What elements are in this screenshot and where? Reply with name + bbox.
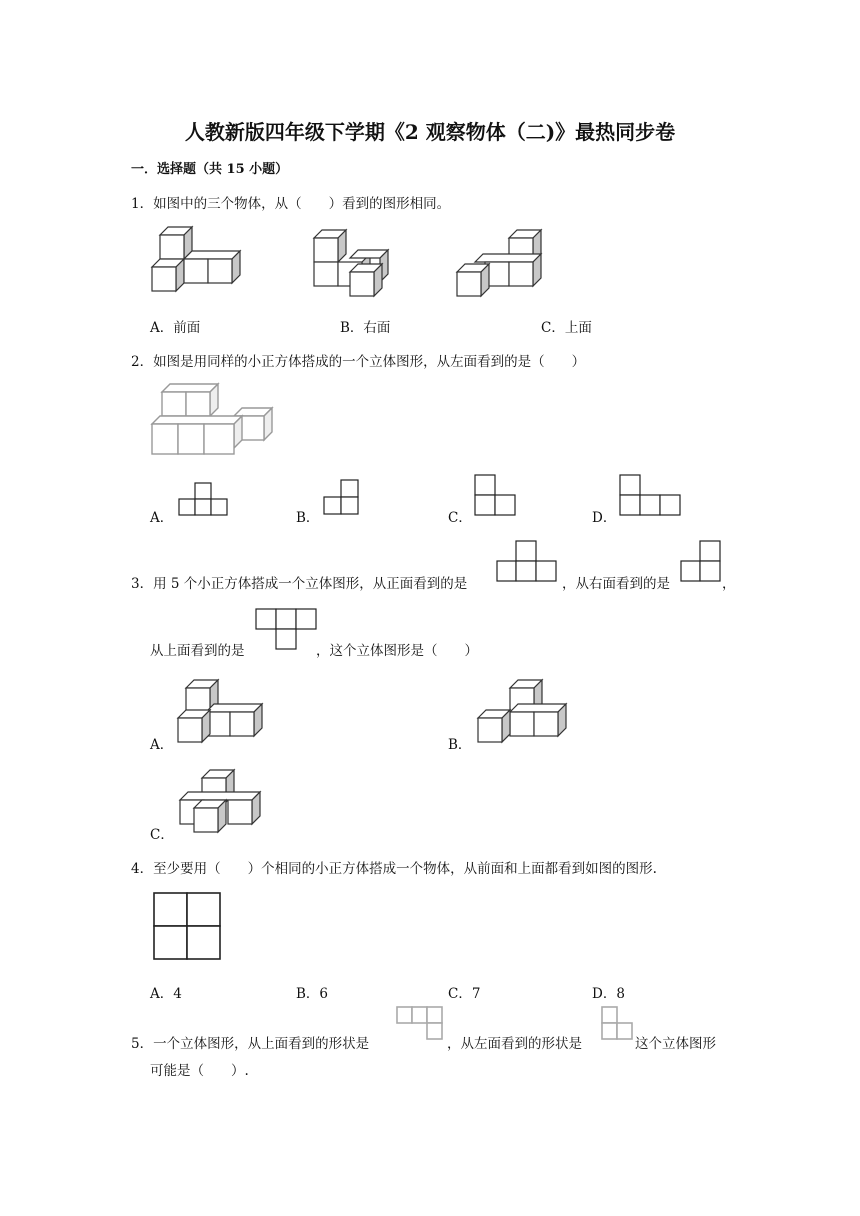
question-5-stem-part3: 这个立体图形 — [635, 1036, 716, 1052]
q3-option-b[interactable]: B． — [448, 737, 472, 753]
q4-figure — [153, 892, 223, 962]
section-heading: 一．选择题（共 15 小题） — [131, 162, 289, 177]
q1-figure-3 — [455, 228, 550, 298]
q3-top-view — [255, 608, 319, 652]
q3-option-c[interactable]: C． — [150, 827, 174, 843]
page-title: 人教新版四年级下学期《2 观察物体（二)》最热同步卷 — [184, 120, 676, 144]
q2-option-b[interactable]: B． — [296, 510, 320, 526]
question-5-stem-part2: ，从左面看到的形状是 — [447, 1036, 582, 1052]
q3-right-view — [680, 540, 724, 584]
q5-top-view — [396, 1006, 446, 1044]
q3-option-a-figure — [176, 678, 266, 744]
question-1-stem: 1．如图中的三个物体，从（ ）看到的图形相同。 — [131, 196, 451, 212]
question-5-stem-line2: 可能是（ ）. — [150, 1063, 249, 1079]
q2-option-d-figure — [619, 474, 684, 519]
q3-option-a[interactable]: A． — [150, 737, 174, 753]
question-2-stem: 2．如图是用同样的小正方体搭成的一个立体图形，从左面看到的是（ ） — [131, 354, 586, 370]
q2-option-d[interactable]: D． — [592, 510, 617, 526]
q4-option-d[interactable]: D．8 — [592, 986, 625, 1002]
q4-option-c[interactable]: C．7 — [448, 986, 481, 1002]
q2-option-a-figure — [178, 482, 230, 518]
q1-option-a[interactable]: A．前面 — [150, 320, 201, 336]
q5-left-view — [601, 1006, 637, 1044]
question-4-stem: 4．至少要用（ ）个相同的小正方体搭成一个物体，从前面和上面都看到如图的图形. — [131, 861, 657, 877]
q2-option-c-figure — [474, 474, 519, 519]
q2-figure — [150, 382, 275, 457]
q3-option-c-figure — [178, 768, 263, 834]
q1-option-c[interactable]: C．上面 — [541, 320, 592, 336]
q3-option-b-figure — [476, 678, 571, 744]
q4-option-a[interactable]: A．4 — [150, 986, 182, 1002]
question-3-stem-line2b: ，这个立体图形是（ ） — [316, 643, 478, 659]
question-3-stem-part2: ，从右面看到的是 — [562, 576, 670, 592]
q2-option-c[interactable]: C． — [448, 510, 472, 526]
question-3-stem-part1: 3．用 5 个小正方体搭成一个立体图形，从正面看到的是 — [131, 576, 468, 592]
q3-front-view — [496, 540, 560, 584]
q2-option-a[interactable]: A． — [150, 510, 174, 526]
q1-option-b[interactable]: B．右面 — [340, 320, 391, 336]
question-3-stem-line2a: 从上面看到的是 — [150, 643, 245, 659]
q1-figure-1 — [150, 225, 245, 297]
q2-option-b-figure — [323, 479, 363, 519]
question-5-stem-part1: 5．一个立体图形，从上面看到的形状是 — [131, 1036, 370, 1052]
question-3-stem-part3: ， — [722, 576, 736, 592]
q1-figure-2 — [312, 228, 397, 298]
q4-option-b[interactable]: B．6 — [296, 986, 329, 1002]
